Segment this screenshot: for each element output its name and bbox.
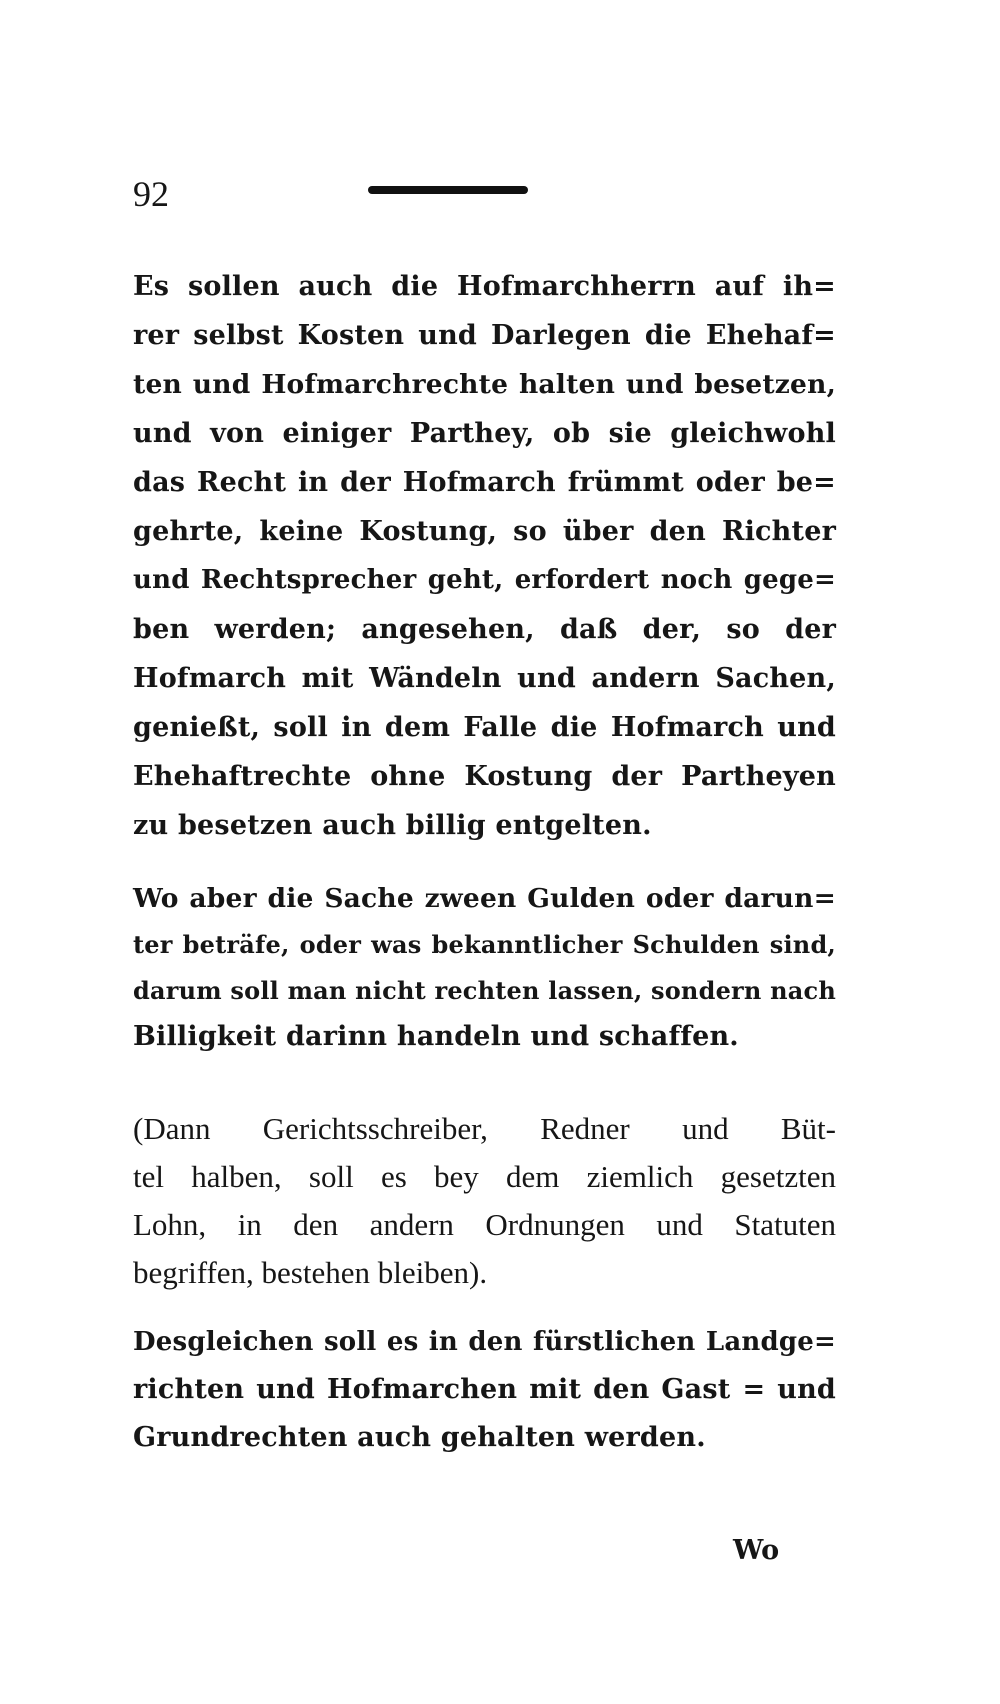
text-line: ten und Hofmarchrechte halten und besetzen, [133, 369, 836, 400]
text-line: begriffen, bestehen bleiben). [133, 1255, 488, 1290]
text-line: ben werden; angesehen, daß der, so der [133, 614, 836, 645]
paragraph-3 [133, 1105, 836, 1297]
paragraph-4 [133, 1318, 836, 1462]
text-line: das Recht in der Hofmarch frümmt oder be= [133, 467, 836, 498]
text-line: genießt, soll in dem Falle die Hofmarch und [133, 712, 836, 743]
text-line: Hofmarch mit Wändeln und andern Sachen, [133, 663, 836, 694]
text-line: tel halben, soll es bey dem ziemlich gesetzten [133, 1159, 836, 1194]
text-line: Wo aber die Sache zween Gulden oder darun= [133, 883, 836, 914]
text-line: und Rechtsprecher geht, erfordert noch gege= [133, 565, 836, 595]
text-line: Es sollen auch die Hofmarchherrn auf ih= [133, 271, 836, 302]
header-rule [368, 186, 528, 194]
text-line: ter beträfe, oder was bekanntlicher Schulden sind, [133, 930, 836, 959]
page-number: 92 [133, 174, 169, 214]
text-line: zu besetzen auch billig entgelten. [133, 810, 652, 841]
text-line: Lohn, in den andern Ordnungen und Statuten [133, 1207, 836, 1242]
catchword: Wo [733, 1535, 780, 1566]
text-line: und von einiger Parthey, ob sie gleichwohl [133, 418, 836, 449]
text-line: rer selbst Kosten und Darlegen die Ehehaf= [133, 320, 836, 351]
text-line: darum soll man nicht rechten lassen, sondern nach [133, 976, 836, 1005]
paragraph-1 [133, 262, 836, 850]
text-line: gehrte, keine Kostung, so über den Richter [133, 516, 836, 547]
paragraph-2 [133, 876, 836, 1060]
text-line: Billigkeit darinn handeln und schaffen. [133, 1021, 739, 1052]
text-line: Ehehaftrechte ohne Kostung der Partheyen [133, 761, 836, 792]
text-line: Desgleichen soll es in den fürstlichen Landge= [133, 1327, 836, 1357]
text-line: (Dann Gerichtsschreiber, Redner und Büt- [133, 1111, 836, 1146]
text-line: Grundrechten auch gehalten werden. [133, 1422, 706, 1453]
text-line: richten und Hofmarchen mit den Gast = und [133, 1374, 836, 1405]
